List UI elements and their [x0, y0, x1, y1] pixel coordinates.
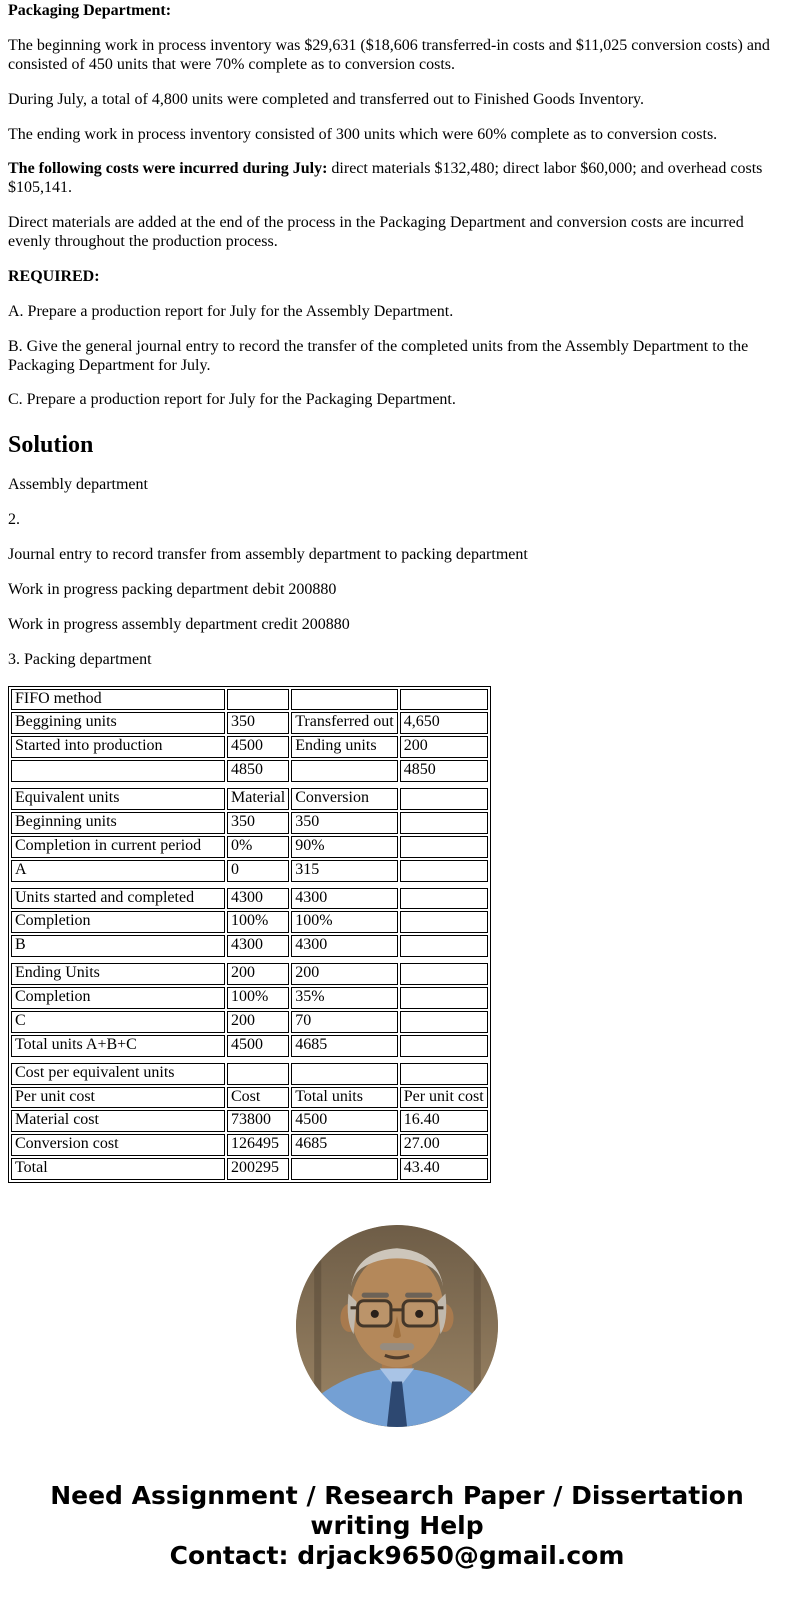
table-cell: Beggining units	[11, 712, 225, 734]
solution-debit-line: Work in progress packing department debit 200880	[8, 580, 337, 598]
table-cell: FIFO method	[11, 689, 225, 711]
table-spacer-cell	[227, 784, 289, 786]
table-spacer-cell	[11, 884, 225, 886]
table-cell	[400, 788, 488, 810]
table-spacer-cell	[400, 1059, 488, 1061]
table-cell: 200	[291, 963, 398, 985]
costs-incurred-detail: direct materials $132,480; direct labor $60,000; and overhead costs $105,141.	[8, 160, 763, 197]
table-cell	[400, 1011, 488, 1033]
table-row	[11, 712, 488, 734]
table-cell: Total	[11, 1158, 225, 1180]
table-cell: 350	[291, 812, 398, 834]
table-cell: Completion in current period	[11, 836, 225, 858]
table-cell: 200	[400, 736, 488, 758]
production-report-table	[8, 686, 491, 1184]
footer-line-2: writing Help	[310, 1511, 484, 1540]
footer-help-text	[8, 1481, 786, 1571]
table-cell: 4500	[227, 736, 289, 758]
solution-credit-line: Work in progress assembly department credit 200880	[8, 615, 350, 633]
table-cell	[400, 860, 488, 882]
table-row	[11, 987, 488, 1009]
table-cell: 4300	[291, 935, 398, 957]
footer-contact-email: Contact: drjack9650@gmail.com	[169, 1541, 625, 1570]
table-spacer-cell	[11, 784, 225, 786]
paragraph-costs-incurred	[8, 160, 786, 198]
table-cell: 200	[227, 1011, 289, 1033]
table-cell	[400, 812, 488, 834]
table-cell: 16.40	[400, 1110, 488, 1132]
table-cell: Ending Units	[11, 963, 225, 985]
paragraph-beginning-wip: The beginning work in process inventory was $29,631 ($18,606 transferred-in costs and $11,025 conversion costs) and consisted of 450 units that were 70% complete as to conversion costs.	[8, 36, 770, 73]
table-row	[11, 689, 488, 711]
table-row	[11, 1035, 488, 1057]
table-spacer-row	[11, 784, 488, 786]
table-cell: 4500	[227, 1035, 289, 1057]
table-row	[11, 1158, 488, 1180]
table-row	[11, 836, 488, 858]
paragraph-units-completed: During July, a total of 4,800 units were completed and transferred out to Finished Goods Inventory.	[8, 90, 645, 108]
required-heading	[8, 268, 786, 287]
table-spacer-row	[11, 1059, 488, 1061]
table-cell: Conversion cost	[11, 1134, 225, 1156]
table-row	[11, 1011, 488, 1033]
table-cell: A	[11, 860, 225, 882]
table-cell	[400, 836, 488, 858]
table-cell: 4,650	[400, 712, 488, 734]
table-cell: Per unit cost	[11, 1087, 225, 1109]
table-cell: Per unit cost	[400, 1087, 488, 1109]
table-cell: 0%	[227, 836, 289, 858]
table-cell: 73800	[227, 1110, 289, 1132]
table-spacer-cell	[227, 884, 289, 886]
table-cell: 350	[227, 812, 289, 834]
table-row	[11, 736, 488, 758]
solution-journal-entry-note: Journal entry to record transfer from assembly department to packing department	[8, 546, 528, 563]
table-cell	[400, 1063, 488, 1085]
table-spacer-cell	[400, 884, 488, 886]
table-cell: 4850	[400, 760, 488, 782]
solution-item-2: 2.	[8, 511, 20, 529]
table-row	[11, 935, 488, 957]
table-cell: 100%	[227, 987, 289, 1009]
table-cell: 4500	[291, 1110, 398, 1132]
table-cell	[291, 760, 398, 782]
requirement-c: C. Prepare a production report for July for the Packaging Department.	[8, 391, 456, 409]
table-cell	[400, 1035, 488, 1057]
table-cell: 4300	[291, 888, 398, 910]
packaging-dept-label: Packaging Department:	[8, 2, 172, 19]
table-cell: Conversion	[291, 788, 398, 810]
table-cell: 90%	[291, 836, 398, 858]
table-cell: Cost per equivalent units	[11, 1063, 225, 1085]
required-label: REQUIRED:	[8, 267, 100, 285]
table-cell: 27.00	[400, 1134, 488, 1156]
table-cell	[227, 689, 289, 711]
table-row	[11, 888, 488, 910]
table-cell: 100%	[291, 911, 398, 933]
table-spacer-cell	[11, 959, 225, 961]
packaging-dept-heading	[8, 2, 786, 21]
table-cell: 4300	[227, 888, 289, 910]
table-spacer-cell	[400, 784, 488, 786]
table-row	[11, 963, 488, 985]
table-cell: 200295	[227, 1158, 289, 1180]
table-cell	[400, 935, 488, 957]
table-row	[11, 1134, 488, 1156]
table-cell: C	[11, 1011, 225, 1033]
solution-packing-dept: 3. Packing department	[8, 650, 152, 668]
table-row	[11, 1110, 488, 1132]
table-row	[11, 812, 488, 834]
table-spacer-row	[11, 959, 488, 961]
solution-heading: Solution	[8, 432, 94, 459]
table-cell: 350	[227, 712, 289, 734]
table-row	[11, 1063, 488, 1085]
table-row	[11, 911, 488, 933]
table-spacer-cell	[11, 1059, 225, 1061]
table-cell: Equivalent units	[11, 788, 225, 810]
table-spacer-cell	[227, 1059, 289, 1061]
table-spacer-row	[11, 884, 488, 886]
paragraph-materials-added: Direct materials are added at the end of the process in the Packaging Department and conversion costs are incurred evenly throughout the production process.	[8, 214, 744, 250]
table-cell	[11, 760, 225, 782]
table-cell	[291, 689, 398, 711]
table-cell: 43.40	[400, 1158, 488, 1180]
person-photo-graphic	[296, 1225, 498, 1427]
table-cell: Total units A+B+C	[11, 1035, 225, 1057]
table-cell: 126495	[227, 1134, 289, 1156]
table-cell: Started into production	[11, 736, 225, 758]
table-cell	[400, 987, 488, 1009]
solution-assembly-dept: Assembly department	[8, 476, 148, 494]
table-cell	[227, 1063, 289, 1085]
table-cell	[400, 911, 488, 933]
table-spacer-cell	[291, 784, 398, 786]
table-cell: Beginning units	[11, 812, 225, 834]
table-cell	[400, 963, 488, 985]
person-photo	[296, 1225, 498, 1427]
table-cell: Ending units	[291, 736, 398, 758]
table-spacer-cell	[400, 959, 488, 961]
table-row	[11, 760, 488, 782]
table-cell	[291, 1063, 398, 1085]
footer-line-1: Need Assignment / Research Paper / Dissertation	[50, 1481, 744, 1510]
table-spacer-cell	[291, 1059, 398, 1061]
table-spacer-cell	[291, 884, 398, 886]
table-row	[11, 860, 488, 882]
table-cell: 4685	[291, 1035, 398, 1057]
requirement-a: A. Prepare a production report for July for the Assembly Department.	[8, 302, 454, 320]
table-cell: 70	[291, 1011, 398, 1033]
table-cell: Material	[227, 788, 289, 810]
table-spacer-cell	[291, 959, 398, 961]
requirement-b: B. Give the general journal entry to record the transfer of the completed units from the Assembly Department to the Packaging Department for July.	[8, 337, 749, 374]
table-cell: 200	[227, 963, 289, 985]
table-cell: 4300	[227, 935, 289, 957]
table-cell: Total units	[291, 1087, 398, 1109]
table-cell: Transferred out	[291, 712, 398, 734]
paragraph-ending-wip: The ending work in process inventory consisted of 300 units which were 60% complete as to conversion costs.	[8, 125, 718, 143]
table-cell: 35%	[291, 987, 398, 1009]
table-row	[11, 788, 488, 810]
costs-incurred-label: The following costs were incurred during July:	[8, 160, 328, 178]
table-row	[11, 1087, 488, 1109]
table-cell: B	[11, 935, 225, 957]
table-cell: 4850	[227, 760, 289, 782]
table-cell: 100%	[227, 911, 289, 933]
table-cell: Units started and completed	[11, 888, 225, 910]
table-cell: 4685	[291, 1134, 398, 1156]
table-cell	[400, 888, 488, 910]
table-cell: Cost	[227, 1087, 289, 1109]
table-cell: 0	[227, 860, 289, 882]
table-cell	[291, 1158, 398, 1180]
table-spacer-cell	[227, 959, 289, 961]
table-cell	[400, 689, 488, 711]
table-cell: Completion	[11, 911, 225, 933]
production-report-table-body	[11, 689, 488, 1181]
table-cell: 315	[291, 860, 398, 882]
table-cell: Material cost	[11, 1110, 225, 1132]
table-cell: Completion	[11, 987, 225, 1009]
